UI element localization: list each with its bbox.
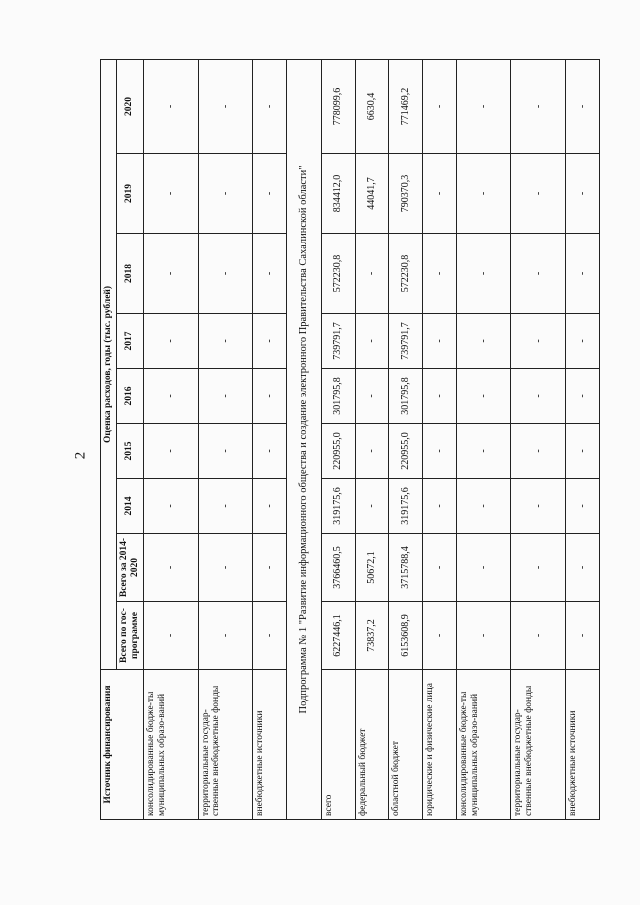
- table-cell: -: [566, 234, 600, 314]
- table-row: [355, 59, 389, 819]
- table-cell: 220955,0: [389, 424, 423, 479]
- table-cell: -: [143, 154, 198, 234]
- financing-table: [100, 59, 600, 820]
- table-cell: -: [355, 314, 389, 369]
- table-row: [566, 59, 600, 819]
- table-cell: -: [198, 59, 253, 153]
- row-label: внебюджетные источники: [566, 670, 600, 820]
- table-cell: -: [511, 234, 566, 314]
- table-header: [101, 59, 144, 819]
- table-cell: -: [511, 369, 566, 424]
- table-cell: 6153608,9: [389, 602, 423, 670]
- table-cell: 739791,7: [321, 314, 355, 369]
- table-cell: 572230,8: [321, 234, 355, 314]
- table-cell: -: [253, 424, 287, 479]
- header-estimate: Оценка расходов, годы (тыс. рублей): [101, 59, 117, 669]
- table-cell: 319175,6: [389, 479, 423, 534]
- table-cell: 6227446,1: [321, 602, 355, 670]
- row-label: всего: [321, 670, 355, 820]
- table-cell: -: [422, 314, 456, 369]
- row-label: территориальные государ-ственные внебюджетные фонды: [198, 670, 253, 820]
- table-cell: -: [422, 534, 456, 602]
- table-cell: -: [143, 314, 198, 369]
- table-cell: 790370,3: [389, 154, 423, 234]
- table-cell: -: [456, 59, 511, 153]
- table-cell: -: [198, 369, 253, 424]
- table-cell: -: [253, 369, 287, 424]
- table-cell: -: [566, 314, 600, 369]
- table-cell: -: [253, 314, 287, 369]
- table-cell: 50672,1: [355, 534, 389, 602]
- table-row: [321, 59, 355, 819]
- table-row: [422, 59, 456, 819]
- table-cell: 778099,6: [321, 59, 355, 153]
- table-cell: -: [566, 602, 600, 670]
- table-cell: 301795,8: [389, 369, 423, 424]
- table-cell: 220955,0: [321, 424, 355, 479]
- col-header: Всего за 2014-2020: [116, 534, 143, 602]
- table-cell: -: [253, 602, 287, 670]
- table-cell: -: [566, 479, 600, 534]
- table-cell: -: [456, 479, 511, 534]
- table-cell: -: [253, 479, 287, 534]
- table-row: [456, 59, 511, 819]
- table-cell: -: [456, 314, 511, 369]
- table-cell: -: [198, 424, 253, 479]
- col-header: 2020: [116, 59, 143, 153]
- table-cell: -: [198, 534, 253, 602]
- table-cell: -: [143, 602, 198, 670]
- table-cell: -: [198, 479, 253, 534]
- table-cell: -: [456, 369, 511, 424]
- table-row: [511, 59, 566, 819]
- table-cell: -: [355, 479, 389, 534]
- table-cell: -: [566, 154, 600, 234]
- table-cell: -: [198, 234, 253, 314]
- rotated-table-wrapper: [100, 60, 600, 820]
- table-cell: -: [566, 424, 600, 479]
- table-cell: 572230,8: [389, 234, 423, 314]
- table-cell: -: [511, 479, 566, 534]
- table-cell: -: [456, 234, 511, 314]
- table-cell: 319175,6: [321, 479, 355, 534]
- table-cell: -: [143, 479, 198, 534]
- row-label: консолидированные бюдже-ты муниципальных образо-ваний: [456, 670, 511, 820]
- table-cell: -: [355, 369, 389, 424]
- table-cell: -: [422, 424, 456, 479]
- table-cell: -: [422, 602, 456, 670]
- row-label: консолидированные бюдже-ты муниципальных образо-ваний: [143, 670, 198, 820]
- table-cell: 44041,7: [355, 154, 389, 234]
- table-cell: -: [422, 234, 456, 314]
- table-cell: -: [511, 602, 566, 670]
- col-header: 2016: [116, 369, 143, 424]
- header-source: Источник финансирования: [101, 670, 144, 820]
- table-cell: 301795,8: [321, 369, 355, 424]
- table-cell: -: [422, 479, 456, 534]
- table-cell: -: [422, 59, 456, 153]
- subprogram-row: [287, 59, 322, 819]
- table-cell: -: [566, 59, 600, 153]
- col-header: 2014: [116, 479, 143, 534]
- subprogram-title: Подпрограмма № 1 "Развитие информационного общества и создание электронного Правительства Сахалинской области": [287, 59, 322, 819]
- table-cell: -: [456, 602, 511, 670]
- table-cell: -: [511, 314, 566, 369]
- row-label: внебюджетные источники: [253, 670, 287, 820]
- table-cell: 73837,2: [355, 602, 389, 670]
- table-cell: -: [143, 424, 198, 479]
- table-cell: -: [355, 234, 389, 314]
- table-cell: -: [422, 154, 456, 234]
- table-cell: 3766460,5: [321, 534, 355, 602]
- table-cell: -: [511, 154, 566, 234]
- table-cell: -: [198, 602, 253, 670]
- table-cell: -: [511, 424, 566, 479]
- table-cell: -: [511, 59, 566, 153]
- row-label: юридические и физические лица: [422, 670, 456, 820]
- table-cell: -: [456, 534, 511, 602]
- table-cell: -: [456, 154, 511, 234]
- table-row: [253, 59, 287, 819]
- row-label: федеральный бюджет: [355, 670, 389, 820]
- table-cell: 3715788,4: [389, 534, 423, 602]
- page-number: 2: [72, 451, 89, 460]
- col-header: 2019: [116, 154, 143, 234]
- row-label: территориальные государ-ственные внебюджетные фонды: [511, 670, 566, 820]
- table-row: [198, 59, 253, 819]
- table-cell: -: [253, 234, 287, 314]
- table-cell: -: [511, 534, 566, 602]
- table-cell: -: [253, 59, 287, 153]
- table-body: [143, 59, 599, 819]
- table-row: [389, 59, 423, 819]
- table-cell: -: [143, 234, 198, 314]
- table-cell: -: [253, 154, 287, 234]
- table-cell: -: [355, 424, 389, 479]
- table-row: [143, 59, 198, 819]
- col-header: 2017: [116, 314, 143, 369]
- col-header: 2015: [116, 424, 143, 479]
- table-cell: -: [566, 534, 600, 602]
- table-cell: -: [143, 534, 198, 602]
- table-cell: -: [456, 424, 511, 479]
- table-cell: 771469,2: [389, 59, 423, 153]
- row-label: областной бюджет: [389, 670, 423, 820]
- table-cell: -: [253, 534, 287, 602]
- table-cell: -: [143, 59, 198, 153]
- table-cell: -: [566, 369, 600, 424]
- col-header: 2018: [116, 234, 143, 314]
- table-cell: -: [198, 314, 253, 369]
- table-cell: 834412,0: [321, 154, 355, 234]
- table-cell: 739791,7: [389, 314, 423, 369]
- col-header: Всего по гос-программе: [116, 602, 143, 670]
- table-cell: 6630,4: [355, 59, 389, 153]
- table-cell: -: [143, 369, 198, 424]
- table-cell: -: [422, 369, 456, 424]
- table-cell: -: [198, 154, 253, 234]
